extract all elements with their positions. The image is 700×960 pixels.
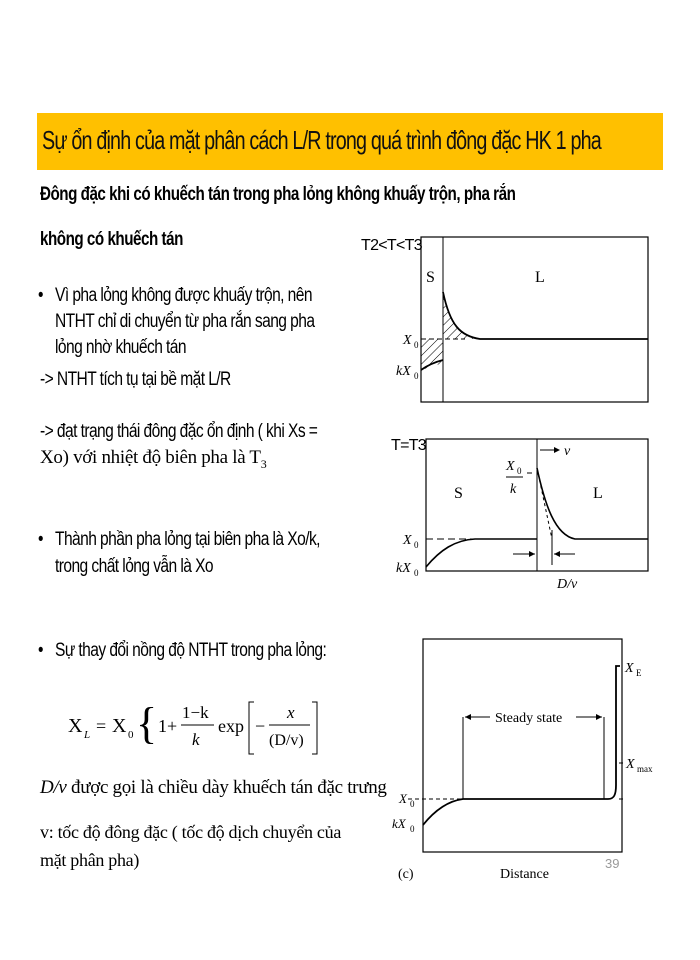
v-definition-line1: v: tốc độ đông đặc ( tốc độ dịch chuyển của xyxy=(40,822,342,842)
bullet1-line3: lỏng nhờ khuếch tán xyxy=(55,337,186,358)
subscript: max xyxy=(637,764,653,774)
diagram2-caption: T=T3 xyxy=(391,437,426,454)
liquid-profile xyxy=(537,468,648,539)
bullet3: Sự thay đổi nồng độ NTHT trong pha lỏng: xyxy=(55,640,327,661)
bracket-left xyxy=(249,702,254,754)
x0-label: X xyxy=(403,533,412,548)
diagram3-frame xyxy=(423,639,622,852)
x0k-numerator: X xyxy=(506,459,515,474)
x0k-denominator: k xyxy=(510,482,517,497)
x0-label: X xyxy=(403,333,412,348)
arrowhead xyxy=(554,447,560,453)
eq-one: 1+ xyxy=(158,716,178,736)
subscript: 0 xyxy=(410,824,415,834)
bullet2-line1: Thành phần pha lỏng tại biên pha là Xo/k, xyxy=(55,529,320,550)
page-number: 39 xyxy=(605,856,620,871)
equation xyxy=(66,690,326,762)
dv-italic: D/v xyxy=(40,777,67,798)
eq-sign: = xyxy=(96,716,107,736)
x0-label: X xyxy=(399,791,407,806)
kx0-label: kX xyxy=(396,364,411,379)
diagram1-frame xyxy=(421,237,648,402)
eq-xl: X xyxy=(68,715,83,737)
eq-x0: X xyxy=(112,715,127,737)
eq-dv: (D/v) xyxy=(269,732,304,749)
arrow-note2-line1: -> đạt trạng thái đông đặc ổn định ( khi Xs = xyxy=(40,421,318,442)
panel-label: (c) xyxy=(398,867,414,882)
bullet1-line1: Vì pha lỏng không được khuấy trộn, nên xyxy=(55,285,312,306)
solid-profile xyxy=(426,539,537,567)
arrowhead xyxy=(554,551,560,557)
kx0-label: kX xyxy=(396,561,411,576)
bracket-right xyxy=(312,702,317,754)
diagram1-caption: T2<T<T3 xyxy=(361,237,422,254)
eq-den: k xyxy=(192,730,200,749)
subtitle-line2: không có khuếch tán xyxy=(40,229,183,250)
x-axis-label: Distance xyxy=(500,867,549,882)
bullet-icon: • xyxy=(38,640,43,661)
arrowhead xyxy=(596,714,602,720)
solid-label: S xyxy=(426,269,435,286)
bullet2-line2: trong chất lỏng vẫn là Xo xyxy=(55,556,214,577)
arrow-note2-line2 xyxy=(40,447,266,472)
bullet-icon: • xyxy=(38,285,43,306)
kx0-label: kX xyxy=(392,816,406,831)
hatched-area xyxy=(421,339,443,370)
steady-state-label: Steady state xyxy=(495,711,563,726)
xe-label: X xyxy=(625,661,634,676)
brace-left: { xyxy=(136,699,158,748)
diagram-concentration-profiles xyxy=(360,230,660,610)
diagram-steady-state xyxy=(380,620,680,890)
subscript: 3 xyxy=(260,456,267,471)
v-definition-line2: mặt phân pha) xyxy=(40,850,140,870)
dv-text: được gọi là chiều dày khuếch tán đặc trưng xyxy=(66,777,387,798)
subscript: 0 xyxy=(410,799,415,809)
eq-exp: exp xyxy=(218,716,244,736)
concentration-profile xyxy=(423,666,620,825)
subscript: E xyxy=(636,668,642,678)
subscript: 0 xyxy=(414,340,419,350)
arrowhead xyxy=(465,714,471,720)
title-bar xyxy=(37,113,663,170)
eq-sub: 0 xyxy=(128,729,134,741)
subscript: 0 xyxy=(517,466,522,476)
bullet-icon: • xyxy=(38,529,43,550)
subscript: 0 xyxy=(414,568,419,578)
arrowhead xyxy=(529,551,535,557)
xmax-label: X xyxy=(626,757,635,772)
liquid-label: L xyxy=(535,269,545,286)
liquid-label: L xyxy=(593,485,603,502)
arrow-note2-text: Xo) với nhiệt độ biên pha là T xyxy=(40,447,261,468)
eq-x: x xyxy=(287,703,295,722)
dv-label: D/v xyxy=(557,577,578,592)
velocity-label: v xyxy=(564,444,571,459)
bullet1-line2: NTHT chỉ di chuyển từ pha rắn sang pha xyxy=(55,311,315,332)
subtitle-line1: Đông đặc khi có khuếch tán trong pha lỏng không khuấy trộn, pha rắn xyxy=(40,184,516,205)
eq-minus: − xyxy=(255,716,266,736)
slide-title: Sự ổn định của mặt phân cách L/R trong quá trình đông đặc HK 1 pha xyxy=(42,125,601,155)
dv-definition xyxy=(40,777,387,799)
arrow-note1: -> NTHT tích tụ tại bề mặt L/R xyxy=(40,369,231,390)
eq-num: 1−k xyxy=(182,703,209,722)
subscript: 0 xyxy=(414,371,419,381)
solid-label: S xyxy=(454,485,463,502)
liquid-profile xyxy=(443,292,648,339)
subscript: 0 xyxy=(414,540,419,550)
eq-sub: L xyxy=(84,729,91,741)
